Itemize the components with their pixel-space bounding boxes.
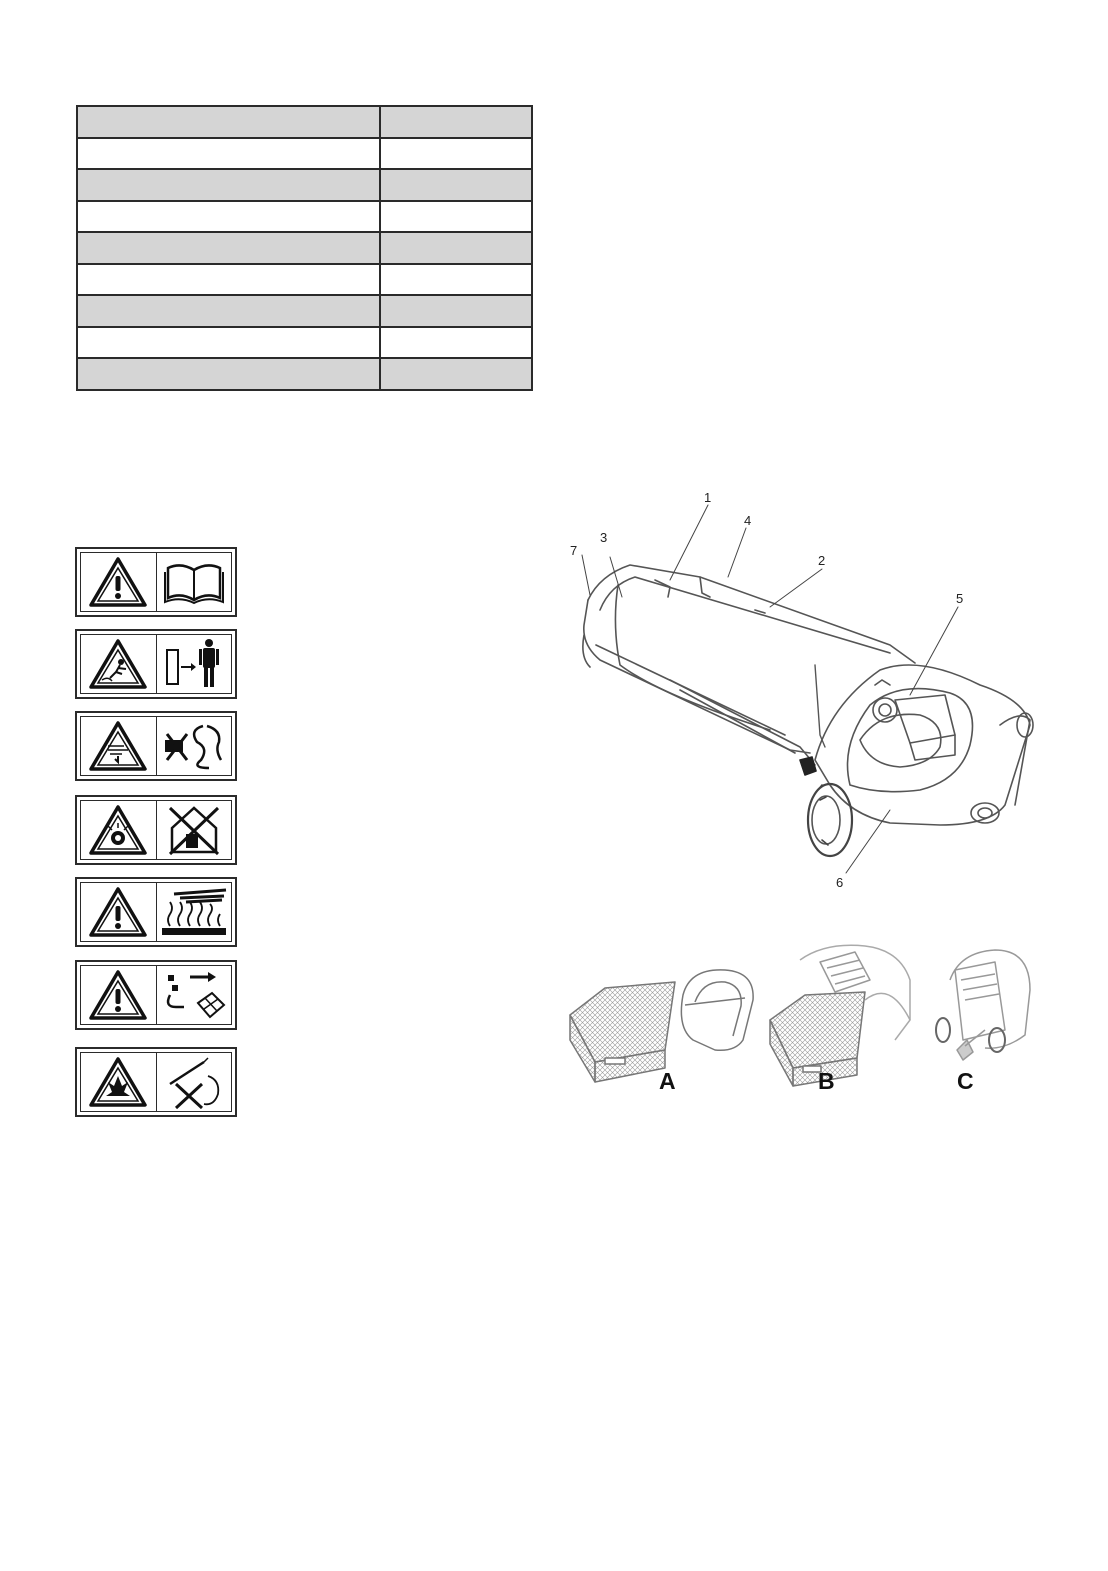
table-row [77, 106, 532, 138]
warning-thrown-object-icon [88, 638, 148, 690]
table-cell [77, 232, 380, 264]
table-row [77, 295, 532, 327]
safety-symbol-rotating-blade [75, 711, 237, 781]
table-cell [380, 169, 532, 201]
table-cell [77, 264, 380, 296]
warning-fumes-icon [88, 804, 148, 856]
table-cell [77, 138, 380, 170]
warning-fire-icon [88, 1056, 148, 1108]
panel-a-frame [681, 970, 753, 1050]
callout-7: 7 [570, 543, 578, 558]
table-row [77, 232, 532, 264]
callout-2: 2 [818, 553, 826, 568]
table-cell [77, 106, 380, 138]
disconnect-spark-plug-icon [160, 967, 228, 1023]
warning-blade-icon [88, 720, 148, 772]
spec-table [76, 105, 533, 391]
safety-symbol-hot-surface [75, 877, 237, 947]
safety-symbol-read-manual [75, 547, 237, 617]
table-cell [77, 295, 380, 327]
callout-5: 5 [956, 591, 964, 606]
table-cell [380, 264, 532, 296]
panel-label-a: A [659, 1068, 676, 1094]
panel-label-c: C [957, 1068, 974, 1094]
hand-foot-blade-icon [161, 720, 227, 772]
callout-4: 4 [744, 513, 752, 528]
table-cell [77, 201, 380, 233]
no-indoor-use-icon [164, 802, 224, 858]
table-row [77, 169, 532, 201]
no-flame-icon [162, 1054, 226, 1110]
table-row [77, 201, 532, 233]
table-cell [380, 295, 532, 327]
callout-3: 3 [600, 530, 608, 545]
table-cell [380, 201, 532, 233]
table-cell [380, 358, 532, 390]
table-cell [380, 138, 532, 170]
panel-a-bag [570, 982, 675, 1082]
table-cell [77, 358, 380, 390]
table-cell [380, 232, 532, 264]
table-cell [77, 169, 380, 201]
hot-surface-icon [160, 886, 228, 938]
keep-distance-icon [161, 636, 227, 692]
warning-triangle-icon [88, 556, 148, 608]
table-row [77, 264, 532, 296]
read-manual-icon [163, 558, 225, 606]
warning-triangle-icon [88, 886, 148, 938]
panel-c-mower [936, 950, 1030, 1060]
callout-1: 1 [704, 490, 712, 505]
safety-symbol-no-fire [75, 1047, 237, 1117]
table-row [77, 358, 532, 390]
table-row [77, 327, 532, 359]
safety-symbol-disconnect-spark-plug [75, 960, 237, 1030]
safety-symbol-keep-bystanders-away [75, 629, 237, 699]
callout-6: 6 [836, 875, 844, 890]
table-row [77, 138, 532, 170]
mower-diagram [560, 485, 1050, 895]
warning-triangle-icon [88, 969, 148, 1021]
table-cell [77, 327, 380, 359]
engine [895, 695, 955, 743]
safety-symbol-no-indoor-use [75, 795, 237, 865]
table-cell [380, 327, 532, 359]
table-cell [380, 106, 532, 138]
panel-label-b: B [818, 1068, 835, 1094]
